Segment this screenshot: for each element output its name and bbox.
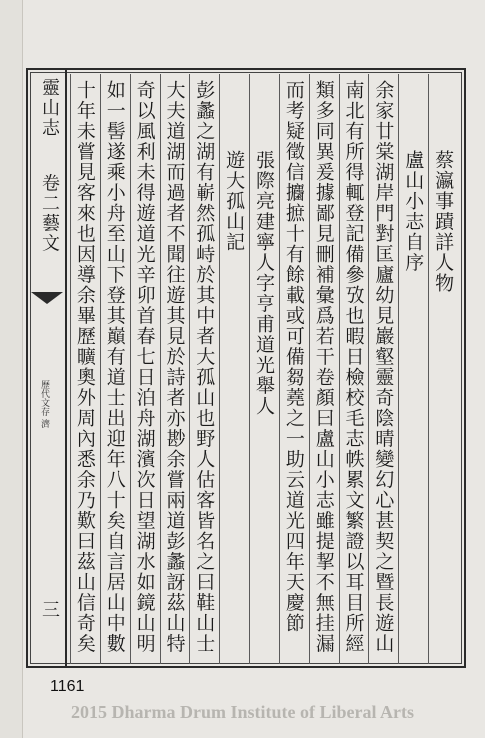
- watermark: 2015 Dharma Drum Institute of Liberal Arts: [71, 702, 414, 722]
- column-rule: [279, 74, 280, 664]
- text-column: 大夫道湖而過者不聞往遊其見於詩者亦尠余嘗兩道彭蠡訝茲山特: [163, 80, 186, 654]
- page-number: 1161: [50, 678, 85, 695]
- text-column: 彭蠡之湖有嶄然孤峙於其中者大孤山也野人估客皆名之曰鞋山士: [193, 80, 216, 654]
- column-rule: [130, 74, 131, 664]
- column-rule: [368, 74, 369, 664]
- column-rule: [160, 74, 161, 664]
- text-column: 盧山小志自序: [402, 150, 425, 273]
- text-column: 而考疑徵信攟摭十有餘載或可備芻蕘之一助云道光四年天慶節: [282, 80, 305, 634]
- text-column: 張際亮建寧人字亨甫道光舉人: [253, 150, 275, 417]
- column-rule: [219, 74, 220, 664]
- spine-title: [34, 78, 62, 618]
- text-column: 余家廿棠湖岸門對匡廬幼見巖壑靈奇陰晴變幻心甚契之暨長遊山: [372, 80, 395, 654]
- book-title: 靈山志: [39, 78, 60, 138]
- text-column: 如一髻遂乘小舟至山下登其巔有道士出迎年八十矣自言居山中數: [103, 80, 126, 654]
- text-column: 類多同異爰據鄙見刪補彙爲若干卷顏曰盧山小志雖提挈不無挂漏: [312, 80, 335, 654]
- spine-subtitle: 歷代文存 濟: [39, 380, 49, 428]
- text-column: 蔡瀛事蹟詳人物: [432, 150, 455, 294]
- volume-label: 卷二藝文: [39, 173, 60, 254]
- spine-bottom-mark: 三: [39, 600, 60, 620]
- text-column: 遊大孤山記: [223, 150, 246, 253]
- column-rule: [249, 74, 250, 664]
- column-rule: [398, 74, 399, 664]
- text-column: 南北有所得輒登記備參攷也暇日檢校毛志帙累文繁證以耳目所經: [342, 80, 365, 654]
- page-edge: [0, 0, 23, 738]
- column-rule: [428, 74, 429, 664]
- text-column: 十年未嘗見客來也因導余畢歷曠奧外周內悉余乃歎曰茲山信奇矣: [73, 80, 96, 654]
- column-rule: [100, 74, 101, 664]
- text-column: 奇以風利未得遊道光辛卯首春七日泊舟湖濱次日望湖水如鏡山明: [133, 80, 156, 654]
- column-rule: [309, 74, 310, 664]
- column-rule: [70, 74, 71, 664]
- fish-tail-mark: [31, 292, 63, 304]
- column-rule: [189, 74, 190, 664]
- column-rule: [339, 74, 340, 664]
